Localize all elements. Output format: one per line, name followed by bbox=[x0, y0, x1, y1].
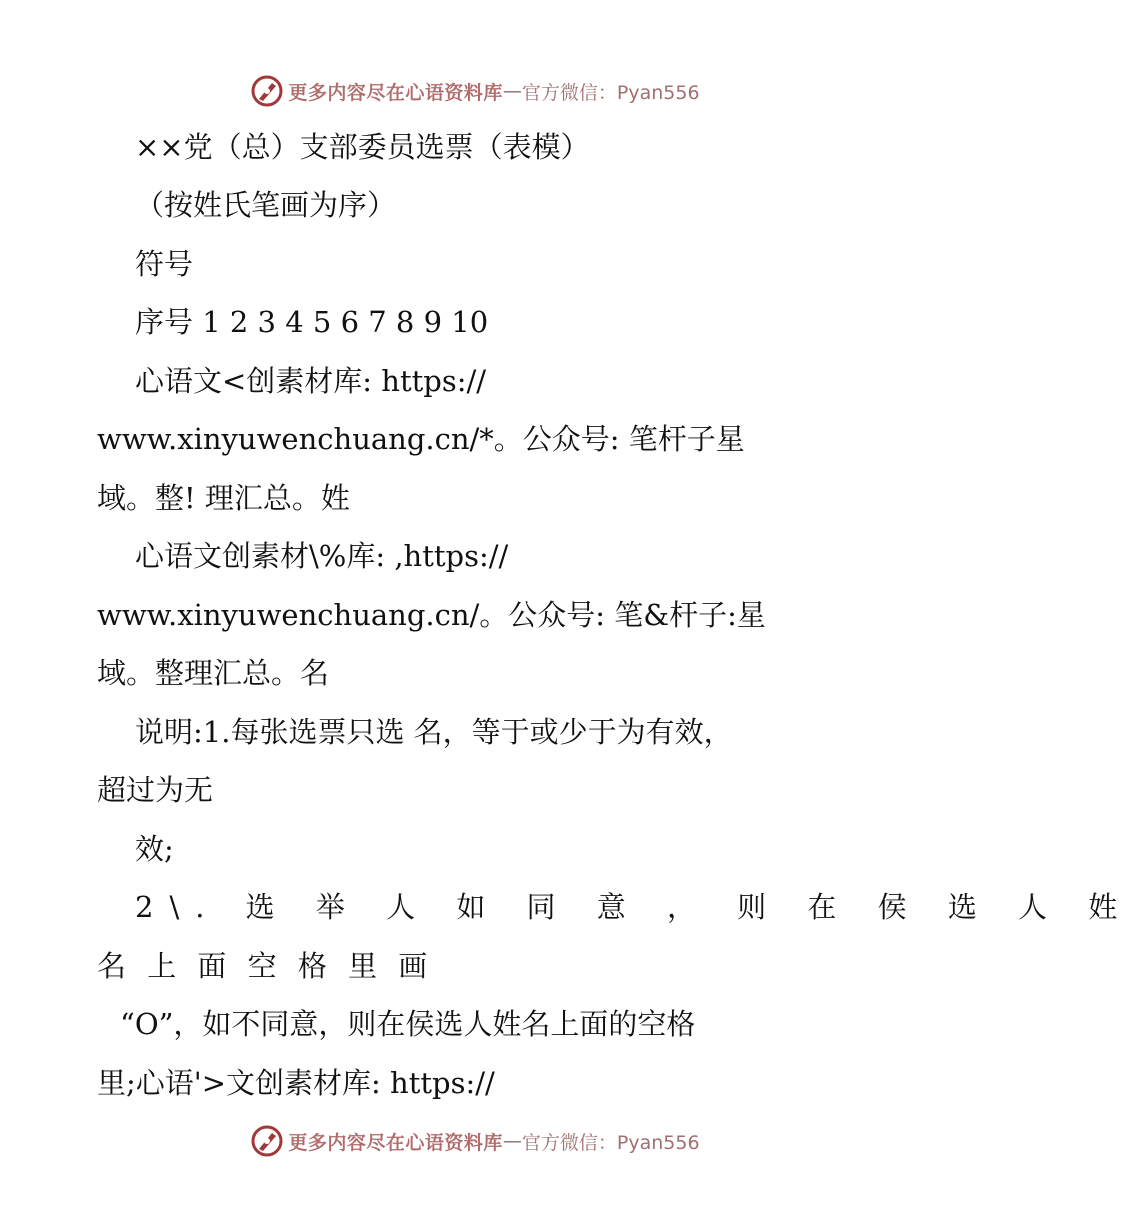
banner-contact: 官方微信：Pyan556 bbox=[521, 81, 700, 104]
pen-logo-icon bbox=[250, 1124, 284, 1158]
banner-separator: — bbox=[502, 1130, 522, 1152]
text-line: 域。整! 理汇总。姓 bbox=[97, 481, 350, 515]
banner-separator: — bbox=[502, 80, 522, 102]
text-line: 心语文创素材\%库: ,https:// bbox=[135, 539, 509, 573]
text-line: 域。整理汇总。名 bbox=[97, 656, 330, 690]
banner-text: 更多内容尽在心语资料库 bbox=[288, 1131, 503, 1154]
header-banner bbox=[0, 71, 950, 111]
banner-contact: 官方微信：Pyan556 bbox=[521, 1131, 700, 1154]
instruction-line: “O”，如不同意，则在侯选人姓名上面的空格 bbox=[120, 1007, 696, 1041]
instruction-line: 2\. 选 举 人 如 同 意 ， 则 在 侯 选 人 姓 bbox=[135, 890, 1133, 924]
symbol-label: 符号 bbox=[135, 247, 194, 281]
instruction-line: 说明:1.每张选票只选 名，等于或少于为有效， bbox=[135, 715, 733, 749]
text-line: 心语文<创素材库: https:// bbox=[135, 364, 487, 398]
ballot-title: ××党（总）支部委员选票（表模） bbox=[135, 130, 590, 164]
text-line: www.xinyuwenchuang.cn/*。公众号: 笔杆子星 bbox=[97, 422, 745, 456]
ordering-note: （按姓氏笔画为序） bbox=[135, 188, 397, 222]
banner-text: 更多内容尽在心语资料库 bbox=[288, 81, 503, 104]
instruction-line: 超过为无 bbox=[97, 773, 214, 807]
pen-logo-icon bbox=[250, 74, 284, 108]
sequence-row: 序号 1 2 3 4 5 6 7 8 9 10 bbox=[135, 305, 489, 339]
instruction-line: 效; bbox=[135, 832, 174, 866]
text-line: www.xinyuwenchuang.cn/。公众号: 笔&杆子:星 bbox=[97, 598, 766, 632]
footer-banner bbox=[0, 1121, 950, 1161]
instruction-line: 名 上 面 空 格 里 画 bbox=[97, 949, 434, 983]
text-line: 里;心语'>文创素材库: https:// bbox=[97, 1066, 495, 1100]
